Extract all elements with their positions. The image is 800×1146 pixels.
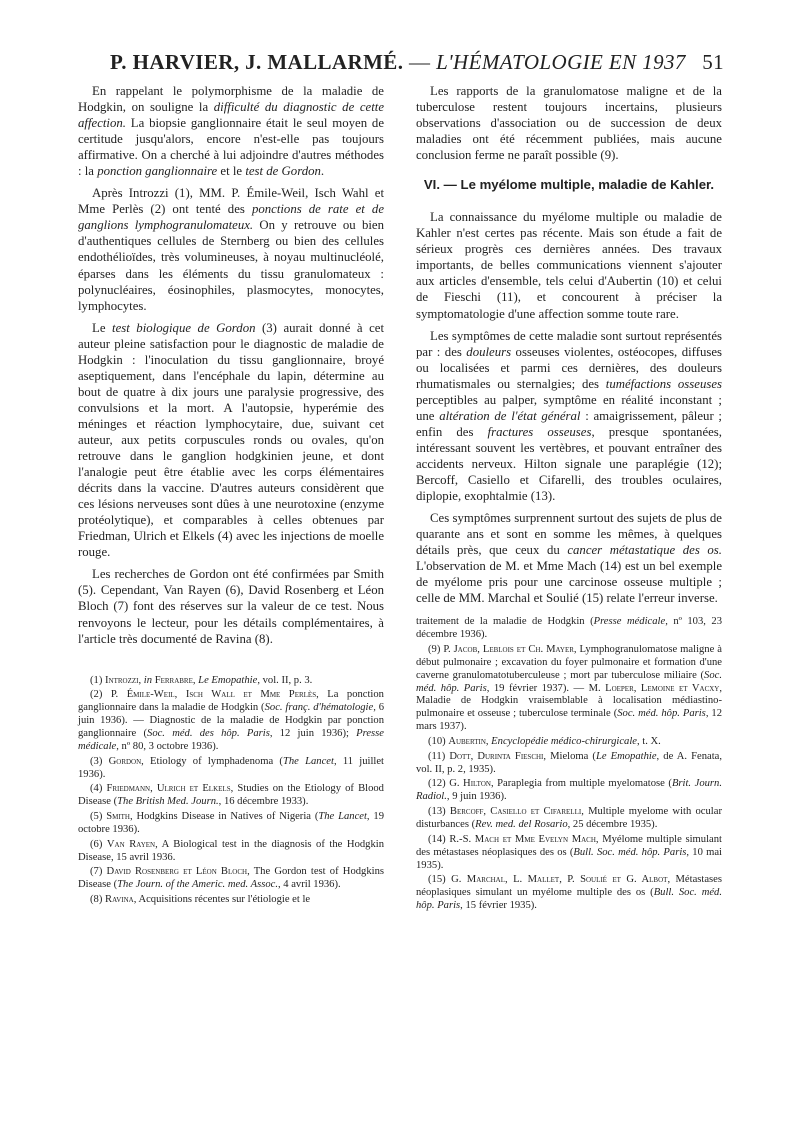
italic-run: Rev. med. del Rosario [475,819,568,831]
paragraph: Les rapports de la granulomatose maligne et de la tuberculose restent toujours incertains, plusieurs observations d'association ou de succession de deux maladies ont été récemment publiées, mais aucune conclusion ferme ne paraît possible (9). [416,84,722,163]
author-name: Dott, Durinta Fieschi [449,750,544,762]
note-number: (15) [428,874,452,886]
italic-run: Soc. méd. hôp. Paris [416,669,722,694]
italic-run: Presse médicale [78,727,385,752]
footnote [78,756,384,782]
note-number: (13) [428,806,450,818]
paragraph [416,328,722,505]
footnote [416,736,722,749]
footnote [416,874,722,913]
author-name: Introzzi [105,674,139,686]
text-run: , 4 avril 1936). [277,879,341,891]
text-run: , [138,674,144,686]
italic-run: Soc. franç. d'hématologie [264,702,374,714]
italic-run: test biologique de Gordon [112,320,256,335]
note-number: (14) [428,833,450,845]
italic-run: Brit. Journ. Radiol. [416,778,722,803]
text-run: , 9 juin 1936). [446,791,507,803]
footnote [78,675,384,688]
italic-run: Bull. Soc. méd. hôp. Paris [573,846,687,858]
footnotes [78,675,384,907]
text-run: On y retrouve ou bien d'authentiques cellules de Sternberg ou bien des cellules endothélioïdes, très volumineuses, à noyau multinucléolé, éparses dans les éléments du tissu granulomateux : polynucléaires, éosinophiles, plasmocytes, monocytes, lymphocytes. [78,218,384,313]
text-run: , Multiple myelome with ocular disturbances ( [416,806,722,831]
paragraph: Les recherches de Gordon ont été confirmées par Smith (5). Cependant, Van Rayen (6), David Rosenberg et Léon Bloch (7) font des réserves sur la valeur de ce test. Nous renvoyons le lecteur, pour les détails complémentaires, à l'article très documenté de Ravina (8). [78,567,384,646]
footnotes [416,616,722,913]
footnote [78,783,384,809]
text-run: , Studies on the Etiology of Blood Disease ( [78,783,384,808]
author-name: Bercoff, Casiello et Cifarelli [449,806,582,818]
text-run: , Myélome multiple simulant des métastases néoplasiques des os ( [416,833,722,858]
italic-run: The British Med. Journ. [117,796,219,808]
italic-run: Encyclopédie médico-chirurgicale [491,735,637,747]
note-number: (1) [90,674,106,686]
text-run: osseuses violentes, ostéocopes, diffuses ou localisées et parmi ces dernières, des douleurs rhumatismales ou sternalgies; des [416,344,722,391]
author-name: G. Hilton [449,778,491,790]
note-number: (9) [428,644,444,656]
text-run: Après Introzzi (1), MM. P. Émile-Weil, Isch Wahl et Mme Perlès (2) ont tenté des [78,186,384,217]
author-name: G. Marchal, L. Mallet, P. Soulié et G. Albot [451,874,668,886]
italic-run: The Journ. of the Americ. med. Assoc. [117,879,278,891]
note-number: (5) [90,811,107,823]
author-name: Aubertin [448,735,486,747]
text-run: , Etiology of lymphadenoma ( [141,755,283,767]
italic-run: The Lancet [318,811,367,823]
paragraph: La connaissance du myélome multiple ou maladie de Kahler n'est certes pas récente. Mais son étude a fait de sérieux progrès ces dernières années. Des travaux importants, de belles communications viennent s'ajouter aux articles d'ensemble, tels celui d'Aubertin (10) et celui de Fieschi (11), et concourent à préciser la symptomatologie d'une affection somme toute rare. [416,210,722,321]
text-run: , 11 juillet 1936). [78,755,384,780]
author-name: Smith [106,811,130,823]
footnote [416,834,722,873]
footnote [416,751,722,777]
author-name: P. Émile-Weil, Isch Wall et Mme Perlès [110,689,317,701]
note-number: (3) [90,755,109,767]
text-run: , La ponction ganglionnaire dans la maladie de Hodgkin ( [78,689,384,714]
text-run: , Mieloma ( [543,750,596,762]
text-run: , Paraplegia from multiple myelomatose ( [490,778,672,790]
text-run: , 10 mai 1935). [416,846,722,871]
paragraph [78,185,384,313]
italic-run: Presse médicale [593,616,666,628]
text-run: , de A. Fenata, vol. II, p. 2, 1935). [416,750,723,775]
footnote [416,644,722,734]
text-run: : amaigrissement, pâleur ; enfin des [416,408,722,439]
text-run: , nº 80, 3 octobre 1936). [116,740,219,752]
text-run: , 15 février 1935). [460,900,537,912]
note-number: (4) [90,783,107,795]
author-name: P. Jacob, Leblois et Ch. Mayer [443,644,574,656]
text-run: , vol. II, p. 3. [257,674,313,686]
paragraph [78,320,384,561]
italic-run: Soc. méd. hôp. Paris [617,708,706,720]
footnote [78,811,384,837]
author-name: R.-S. Mach et Mme Evelyn Mach [449,833,596,845]
text-run: , Maladie de Hodgkin vraisemblable à localisation médiastino-pulmonaire et osseuse ; tuberculose terminale ( [416,682,723,720]
text-run: et le [217,164,246,179]
text-run: Les symptômes de cette maladie sont surtout représentés par : des [416,328,722,359]
italic-run: altération de l'état général [439,408,581,423]
footnote [416,806,722,832]
text-run: , 25 décembre 1935). [567,819,658,831]
italic-run: Le Emopathie [198,674,258,686]
author-name: David Rosenberg et Léon Bloch [106,866,248,878]
text-run: , Hodgkins Disease in Natives of Nigeria ( [129,811,319,823]
author-name: M. Loeper, Lemoine et Vacxy [588,682,720,694]
italic-run: fractures osseuses [487,424,592,439]
text-run: , 16 décembre 1933). [218,796,309,808]
author-name: Ravina [105,894,134,906]
italic-run: douleurs [466,344,512,359]
paragraph [78,83,384,179]
italic-run: The Lancet [282,755,334,767]
right-column [416,83,722,915]
text-run: Ces symptômes surprennent surtout des sujets de plus de quarante ans et sont en somme les mêmes, à quelques détails près, que ceux du [416,511,722,558]
text-run: , 12 juin 1936); [269,727,357,739]
text-run: , 19 octobre 1936). [78,811,384,835]
footnote [78,839,384,865]
text-run: , t. X. [636,735,661,747]
text-run: perceptibles au palper, symptôme en réalité inconstant ; une [416,392,722,423]
italic-run: cancer métastatique des os. [567,543,722,558]
text-run: En rappelant le polymorphisme de la maladie de Hodgkin, on souligne la [78,84,384,115]
text-run: , 6 juin 1936). — Diagnostic de la maladie de Hodgkin par ponction ganglionnaire ( [78,702,385,739]
left-column [78,83,384,909]
header-authors: P. HARVIER, J. MALLARMÉ. [110,50,404,74]
text-run: , [192,674,199,686]
text-run: L'observation de M. et Mme Mach (14) est un bel exemple de myélome pris pour une carcinose osseuse multiple ; celle de MM. Marchal et Soulié (15) relate l'erreur inverse. [416,559,722,606]
author-name: Gordon [108,755,142,767]
running-header [110,50,724,76]
italic-run: ponction ganglionnaire [97,164,218,179]
text-run: , Acquisitions récentes sur l'étiologie et le [133,894,311,906]
paragraph [416,510,722,606]
footnote [416,778,722,804]
page-number: 51 [702,50,724,74]
text-run: Le [92,320,113,335]
header-dash: — [403,50,437,74]
author-name: Ferrabre [154,674,193,686]
author-name: Van Rayen [106,838,156,850]
header-title: L'HÉMATOLOGIE EN 1937 [436,50,686,74]
italic-run: in [143,674,153,686]
text-run: (3) aurait donné à cet auteur pleine satisfaction pour le diagnostic de maladie de Hodgkin : l'inoculation du tissu ganglionnaire, broyé aseptiquement, dans l'encéphale du lapin, détermine au bout de quatre à dix jours une paralysie progressive, des convulsions et la mort. A l'autopsie, hyperémie des méninges et réaction lymphocytaire, due, suivant cet auteur, aux petits corpuscules ronds ou ovales, qu'on retrouve dans le ganglion hodgkinien jeune, et dont l'analogie peut être établie avec les corps élémentaires décrits dans la vaccine. D'autres auteurs considèrent que ces lésions nerveuses sont dûes à une neurotoxine (enzyme protéolytique), et comparables à celles obtenues par Friedman, Ulrich et Elkels (4) avec les injections de moelle rouge. [78,320,384,560]
italic-run: ponctions de rate et de ganglions lymphogranulomateux. [78,202,384,233]
note-number: (2) [90,689,111,701]
text-run: traitement de la maladie de Hodgkin ( [416,616,594,628]
italic-run: Bull. Soc. méd. hôp. Paris [416,887,722,912]
text-run: , nº 103, 23 décembre 1936). [416,616,722,641]
italic-run: test de Gordon [245,164,321,179]
note-number: (6) [90,838,107,850]
footnote [78,689,384,753]
note-number: (7) [90,866,107,878]
text-run: , The Gordon test of Hodgkins Disease ( [78,866,384,891]
section-heading: VI. — Le myélome multiple, maladie de Kahler. [423,177,715,193]
footnote [78,866,384,892]
text-run: , 19 février 1937). — [486,682,589,694]
text-run: , presque spontanées, intéressant souvent les vertèbres, et pouvant entraîner des accidents nerveux. Hilton signale une paraplégie (12); Bercoff, Casiello et Cifarelli, des troubles oculaires, diplopie, exophtalmie (13). [416,424,722,504]
italic-run: Le Emopathie [595,750,657,762]
note-number: (12) [428,778,450,790]
italic-run: Soc. méd. des hôp. Paris [147,727,270,739]
footnote-continuation [416,616,722,642]
text-run: , A Biological test in the diagnosis of the Hodgkin Disease, 15 avril 1936. [78,838,384,863]
text-run: . [320,164,325,179]
italic-run: difficulté du diagnostic de cette affection. [78,100,384,131]
note-number: (8) [90,894,106,906]
text-run: , Lymphogranulomatose maligne à début pulmonaire ; excavation du foyer pulmonaire et formation d'une caverne granulomatotuberculeuse ; mort par tuberculose miliaire ( [416,644,722,681]
note-number: (10) [428,735,449,747]
italic-run: tuméfactions osseuses [605,376,722,391]
footnote [78,894,384,907]
note-number: (11) [428,750,450,762]
text-run: , Métastases néoplasiques simulant un myélome multiple des os ( [416,874,722,899]
text-run: , [485,735,492,747]
text-run: , 12 mars 1937). [416,708,722,733]
author-name: Friedmann, Ulrich et Elkels [106,783,231,795]
text-run: La biopsie ganglionnaire était le seul moyen de certitude jusqu'alors, encore n'est-elle pas toujours affirmative. On a cherché à lui adjoindre d'autres méthodes : la [78,116,384,179]
